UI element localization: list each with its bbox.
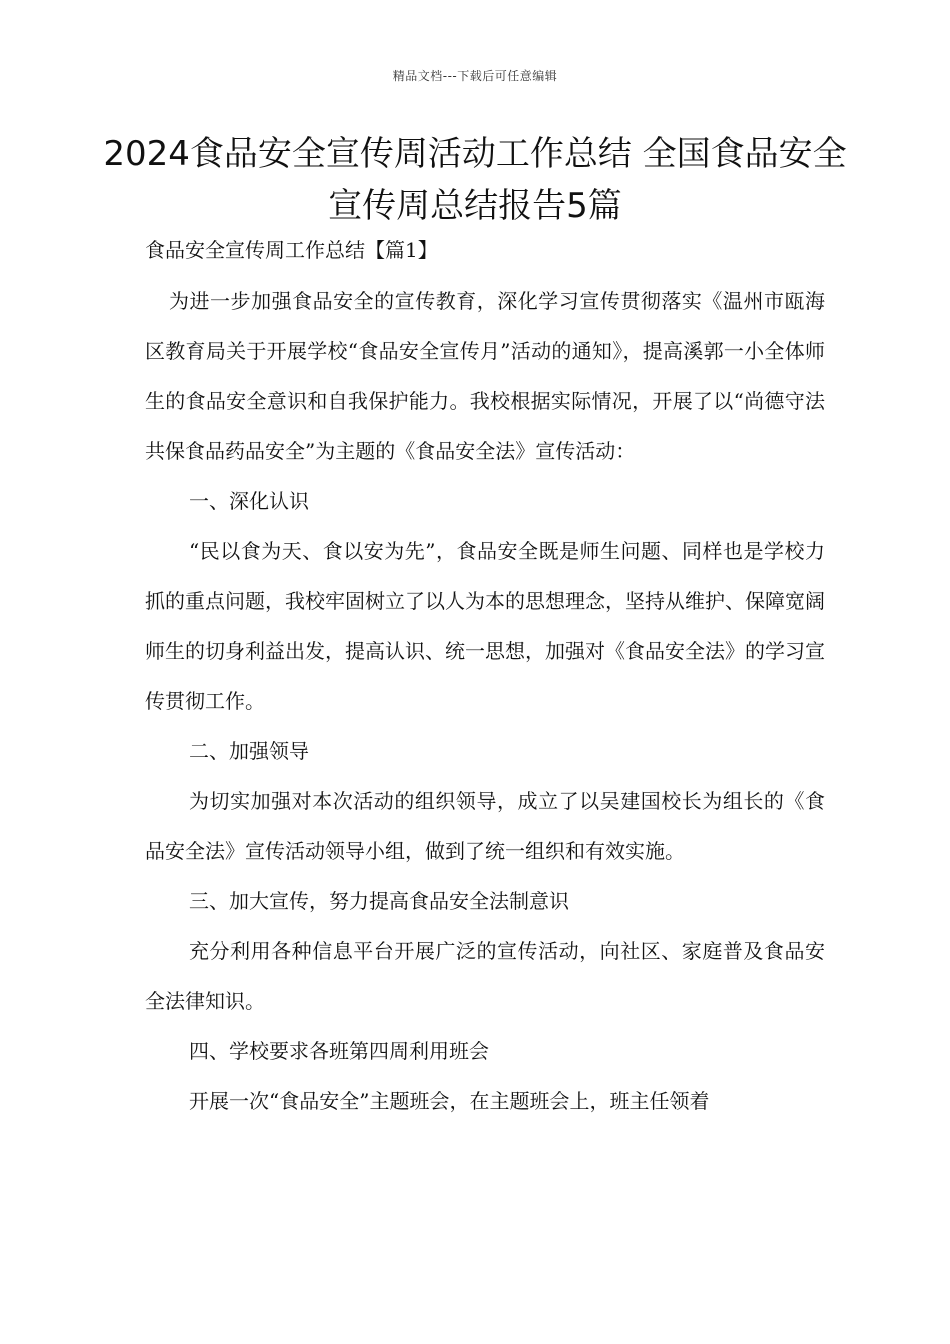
section-subtitle: 食品安全宣传周工作总结【篇1】 <box>145 238 438 262</box>
document-body <box>145 232 825 1126</box>
paragraph-2: 为切实加强对本次活动的组织领导，成立了以吴建国校长为组长的《食品安全法》宣传活动领导小组，做到了统一组织和有效实施。 <box>145 789 825 863</box>
section-heading-4: 四、学校要求各班第四周利用班会 <box>189 1039 489 1063</box>
paragraph-1: “民以食为天、食以安为先”，食品安全既是师生问题、同样也是学校力抓的重点问题，我校牢固树立了以人为本的思想理念，坚持从维护、保障宽阔师生的切身利益出发，提高认识、统一思想，加强对《食品安全法》的学习宣传贯彻工作。 <box>145 539 825 713</box>
header-note: 精品文档---下载后可任意编辑 <box>392 69 558 83</box>
paragraph-3: 充分利用各种信息平台开展广泛的宣传活动，向社区、家庭普及食品安全法律知识。 <box>145 939 825 1013</box>
paragraph-4: 开展一次“食品安全”主题班会，在主题班会上，班主任领着 <box>189 1089 710 1113</box>
section-heading-2: 二、加强领导 <box>189 739 309 763</box>
paragraph-intro: 为进一步加强食品安全的宣传教育，深化学习宣传贯彻落实《温州市瓯海区教育局关于开展学校“食品安全宣传月”活动的通知》，提高溪郭一小全体师生的食品安全意识和自我保护能力。我校根据实际情况，开展了以“尚德守法共保食品药品安全”为主题的《食品安全法》宣传活动： <box>145 289 825 463</box>
section-heading-1: 一、深化认识 <box>189 489 309 513</box>
document-title: 2024食品安全宣传周活动工作总结 全国食品安全宣传周总结报告5篇 <box>103 134 847 226</box>
section-heading-3: 三、加大宣传，努力提高食品安全法制意识 <box>189 889 569 913</box>
